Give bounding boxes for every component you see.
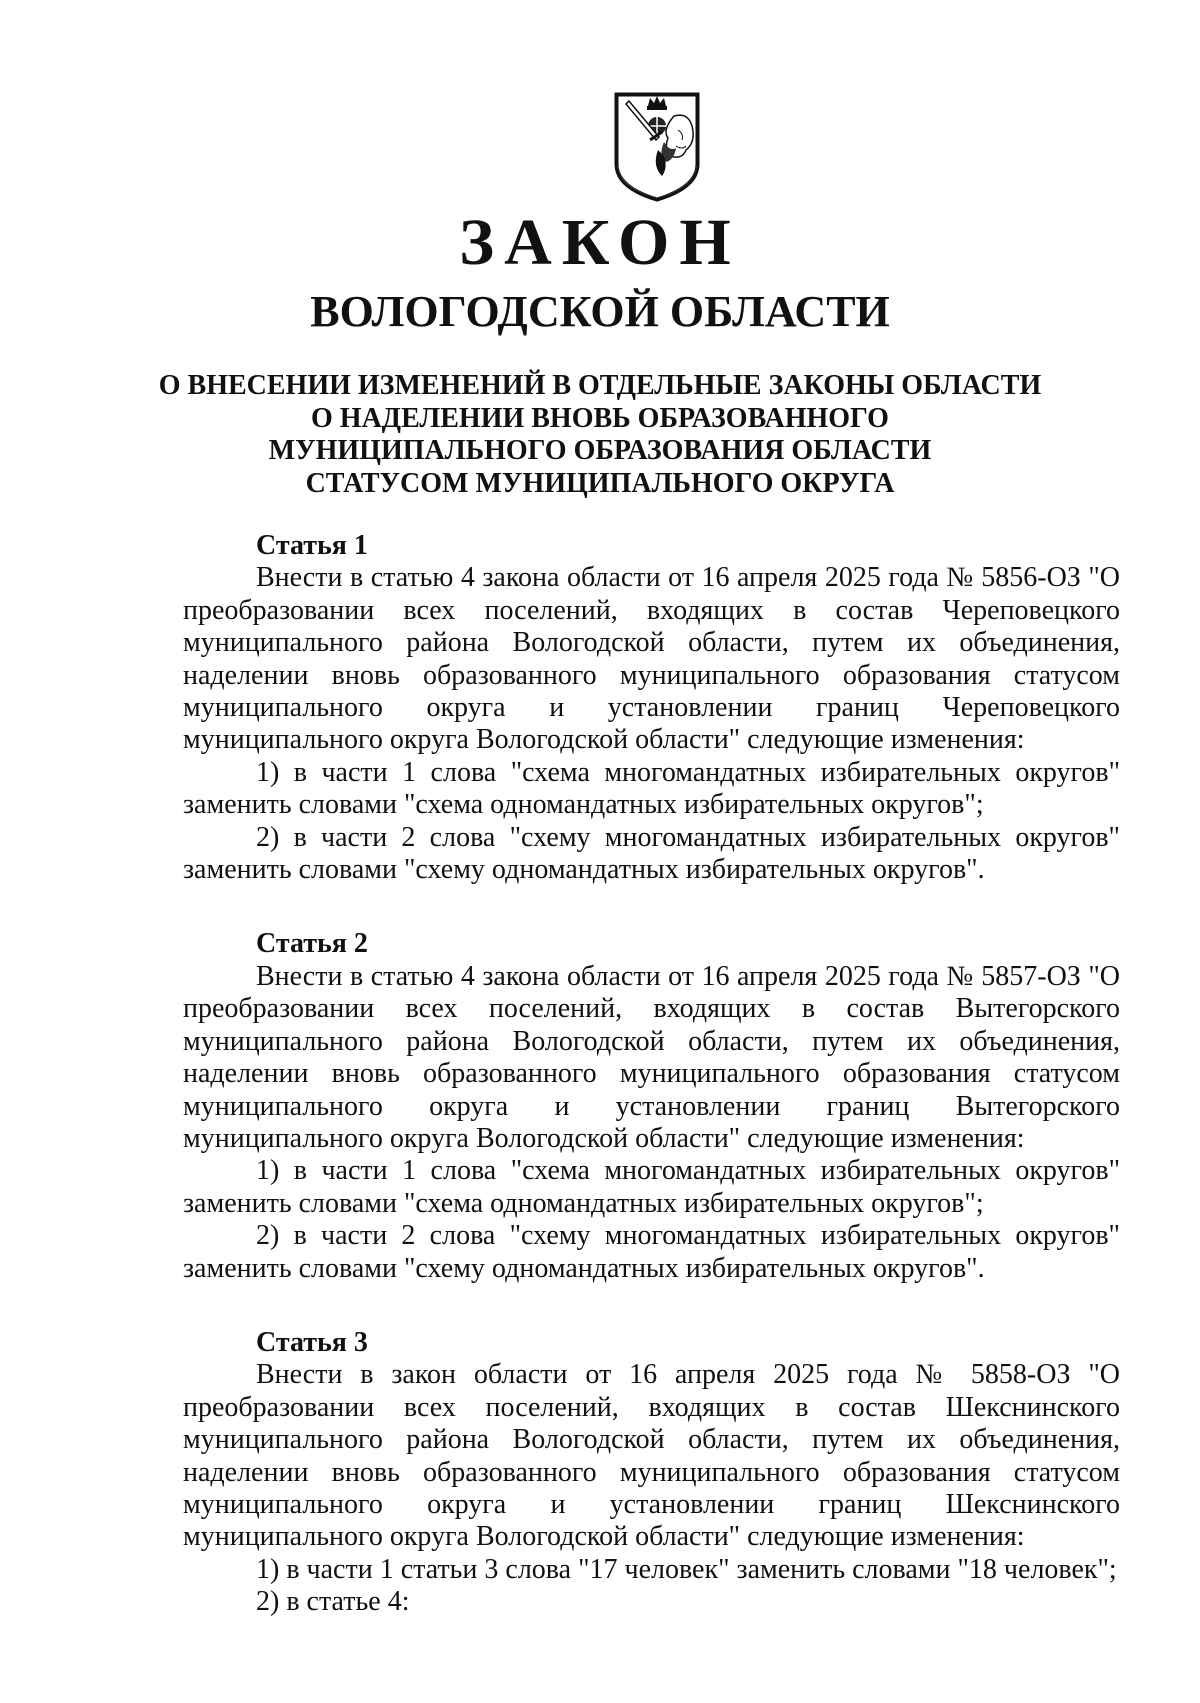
heading-line: МУНИЦИПАЛЬНОГО ОБРАЗОВАНИЯ ОБЛАСТИ bbox=[268, 435, 932, 466]
article-title: Статья 3 bbox=[256, 1326, 368, 1358]
article-item: 2) в части 2 слова "схему многомандатных избирательных округов" заменить словами "схему одномандатных избирательных округов". bbox=[183, 1220, 1120, 1284]
law-body bbox=[183, 530, 1120, 1619]
spacer bbox=[183, 1285, 1120, 1327]
coat-of-arms-emblem bbox=[612, 90, 702, 202]
article-intro: Внести в закон области от 16 апреля 2025 года № 5858-ОЗ "О преобразовании всех поселений, входящих в состав Шекснинского муниципального района Вологодской области, путем их объединения, наделении вновь образованного муниципального образования статусом муниципального округа и установлении границ Шекснинского муниципального округа Вологодской области" следующие изменения: bbox=[183, 1359, 1120, 1553]
heading-line: О НАДЕЛЕНИИ ВНОВЬ ОБРАЗОВАННОГО bbox=[311, 402, 889, 434]
article-3 bbox=[183, 1327, 1120, 1619]
article-item: 1) в части 1 статьи 3 слова "17 человек" заменить словами "18 человек"; bbox=[256, 1553, 1117, 1585]
article-item: 1) в части 1 слова "схема многомандатных избирательных округов" заменить словами "схема одномандатных избирательных округов"; bbox=[183, 756, 1120, 821]
law-title: ЗАКОН bbox=[459, 206, 741, 279]
article-title: Статья 1 bbox=[256, 530, 368, 561]
article-intro: Внести в статью 4 закона области от 16 апреля 2025 года № 5857-ОЗ "О преобразовании всех поселений, входящих в состав Вытегорского муниципального района Вологодской области, путем их объединения, наделении вновь образованного муниципального образования статусом муниципального округа и установлении границ Вытегорского муниципального округа Вологодской области" следующие изменения: bbox=[183, 960, 1120, 1154]
article-title: Статья 2 bbox=[256, 928, 368, 960]
article-item: 2) в статье 4: bbox=[256, 1586, 410, 1618]
article-2 bbox=[183, 928, 1120, 1284]
article-item: 2) в части 2 слова "схему многомандатных избирательных округов" заменить словами "схему одномандатных избирательных округов". bbox=[183, 821, 1120, 886]
region-title: ВОЛОГОДСКОЙ ОБЛАСТИ bbox=[310, 287, 890, 336]
article-1 bbox=[183, 530, 1120, 886]
article-intro: Внести в статью 4 закона области от 16 апреля 2025 года № 5856-ОЗ "О преобразовании всех поселений, входящих в состав Череповецкого муниципального района Вологодской области, путем их объединения, наделении вновь образованного муниципального образования статусом муниципального округа и установлении границ Череповецкого муниципального округа Вологодской области" следующие изменения: bbox=[183, 562, 1120, 756]
law-heading bbox=[150, 370, 1050, 500]
article-item: 1) в части 1 слова "схема многомандатных избирательных округов" заменить словами "схема одномандатных избирательных округов"; bbox=[183, 1155, 1120, 1219]
spacer bbox=[183, 886, 1120, 928]
heading-line: СТАТУСОМ МУНИЦИПАЛЬНОГО ОКРУГА bbox=[305, 467, 895, 499]
heading-line: О ВНЕСЕНИИ ИЗМЕНЕНИЙ В ОТДЕЛЬНЫЕ ЗАКОНЫ ОБЛАСТИ bbox=[158, 370, 1042, 401]
